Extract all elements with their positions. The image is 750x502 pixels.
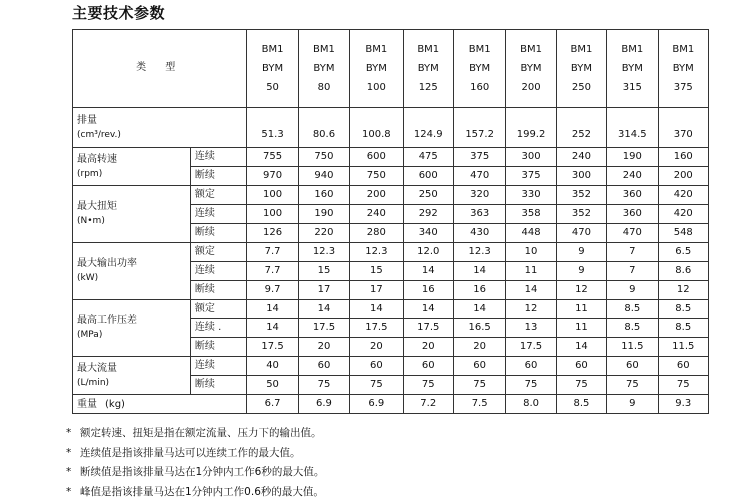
value-cell: 940 [298,167,349,186]
value-cell: 14 [298,300,349,319]
value-cell: 375 [453,148,505,167]
note-text: 峰值是指该排量马达在1分钟内工作0.6秒的最大值。 [80,486,324,498]
sub-label: 断续 [190,376,246,395]
value-cell: 8.5 [607,319,658,338]
model-name-line: BYM [659,59,708,78]
value-cell: 340 [403,224,453,243]
value-cell: 60 [506,357,556,376]
value-cell: 75 [607,376,658,395]
value-cell: 190 [298,205,349,224]
value-cell: 548 [658,224,708,243]
model-header [298,30,349,108]
param-cell [73,357,191,395]
value-cell: 75 [658,376,708,395]
note-text: 额定转速、扭矩是指在额定流量、压力下的输出值。 [80,427,322,439]
value-cell: 300 [556,167,606,186]
value-cell: 360 [607,186,658,205]
value-cell: 8.5 [556,395,606,414]
value-cell: 100 [247,205,298,224]
value-cell: 358 [506,205,556,224]
value-cell: 750 [298,148,349,167]
value-cell: 448 [506,224,556,243]
value-cell: 60 [556,357,606,376]
value-cell: 20 [453,338,505,357]
value-cell: 51.3 [247,108,298,148]
model-name-line: BM1 [557,40,606,59]
value-cell: 6.7 [247,395,298,414]
value-cell: 9.7 [247,281,298,300]
param-unit: (kW) [77,271,190,286]
value-cell: 12 [556,281,606,300]
value-cell: 11 [556,319,606,338]
table-row [73,300,709,319]
page-title: 主要技术参数 [72,2,165,23]
value-cell: 60 [453,357,505,376]
asterisk-icon: * [66,463,80,483]
value-cell: 17.5 [350,319,403,338]
value-cell: 330 [506,186,556,205]
param-name: 重量 [77,399,97,410]
table-row [73,395,709,414]
value-cell: 352 [556,186,606,205]
value-cell: 16.5 [453,319,505,338]
value-cell: 10 [506,243,556,262]
value-cell: 8.6 [658,262,708,281]
value-cell: 360 [607,205,658,224]
value-cell: 6.9 [350,395,403,414]
value-cell: 314.5 [607,108,658,148]
value-cell: 9 [556,262,606,281]
value-cell: 8.5 [658,300,708,319]
value-cell: 12.3 [298,243,349,262]
value-cell: 12 [506,300,556,319]
model-header [658,30,708,108]
note-line [66,483,324,502]
value-cell: 7 [607,262,658,281]
model-name-line: BYM [350,59,402,78]
model-name-line: BYM [607,59,657,78]
value-cell: 20 [350,338,403,357]
value-cell: 126 [247,224,298,243]
value-cell: 363 [453,205,505,224]
value-cell: 8.5 [658,319,708,338]
param-name: 最大流量 [77,361,190,376]
value-cell: 200 [350,186,403,205]
value-cell: 11 [506,262,556,281]
param-name: 最大输出功率 [77,256,190,271]
param-name: 最高转速 [77,152,190,167]
model-name-line: BYM [506,59,555,78]
model-name-line: BM1 [506,40,555,59]
value-cell: 80.6 [298,108,349,148]
value-cell: 100.8 [350,108,403,148]
value-cell: 430 [453,224,505,243]
value-cell: 14 [453,300,505,319]
model-header [506,30,556,108]
param-name: 排量 [77,113,246,128]
value-cell: 14 [247,319,298,338]
value-cell: 60 [350,357,403,376]
value-cell: 240 [607,167,658,186]
param-cell [73,108,247,148]
value-cell: 280 [350,224,403,243]
model-name-line: 125 [404,78,453,97]
value-cell: 14 [350,300,403,319]
value-cell: 100 [247,186,298,205]
value-cell: 75 [298,376,349,395]
model-name-line: BM1 [247,40,297,59]
param-unit: (N•m) [77,214,190,229]
sub-label: 断续 [190,167,246,186]
value-cell: 11 [556,300,606,319]
value-cell: 16 [453,281,505,300]
value-cell: 60 [658,357,708,376]
notes-section [66,424,324,502]
asterisk-icon: * [66,444,80,464]
sub-label: 连续 [190,205,246,224]
model-name-line: 315 [607,78,657,97]
table-row [73,243,709,262]
sub-label: 额定 [190,300,246,319]
value-cell: 240 [556,148,606,167]
model-name-line: BM1 [607,40,657,59]
value-cell: 17.5 [403,319,453,338]
param-unit: (MPa) [77,328,190,343]
param-cell [73,300,191,357]
value-cell: 40 [247,357,298,376]
model-name-line: BYM [454,59,505,78]
value-cell: 375 [506,167,556,186]
value-cell: 220 [298,224,349,243]
value-cell: 240 [350,205,403,224]
value-cell: 12.3 [453,243,505,262]
value-cell: 17.5 [298,319,349,338]
value-cell: 11.5 [607,338,658,357]
model-header [350,30,403,108]
value-cell: 14 [506,281,556,300]
value-cell: 9.3 [658,395,708,414]
value-cell: 370 [658,108,708,148]
param-cell [73,395,247,414]
model-name-line: BYM [247,59,297,78]
value-cell: 7.5 [453,395,505,414]
spec-table [72,29,709,414]
header-row [73,30,709,108]
note-line [66,463,324,483]
value-cell: 60 [298,357,349,376]
value-cell: 600 [350,148,403,167]
value-cell: 420 [658,186,708,205]
value-cell: 300 [506,148,556,167]
value-cell: 352 [556,205,606,224]
sub-label: 连续 [190,357,246,376]
value-cell: 470 [556,224,606,243]
model-name-line: BM1 [454,40,505,59]
value-cell: 12 [658,281,708,300]
model-name-line: 100 [350,78,402,97]
value-cell: 13 [506,319,556,338]
value-cell: 75 [350,376,403,395]
model-name-line: 375 [659,78,708,97]
value-cell: 600 [403,167,453,186]
param-unit: (cm³/rev.) [77,128,246,143]
value-cell: 160 [298,186,349,205]
value-cell: 75 [506,376,556,395]
sub-label: 额定 [190,243,246,262]
value-cell: 11.5 [658,338,708,357]
model-name-line: 200 [506,78,555,97]
value-cell: 60 [607,357,658,376]
value-cell: 124.9 [403,108,453,148]
value-cell: 75 [556,376,606,395]
param-unit: (L/min) [77,376,190,391]
note-line [66,424,324,444]
model-name-line: BM1 [299,40,349,59]
model-name-line: BM1 [659,40,708,59]
note-text: 连续值是指该排量马达可以连续工作的最大值。 [80,447,301,459]
value-cell: 14 [556,338,606,357]
value-cell: 8.5 [607,300,658,319]
value-cell: 17.5 [247,338,298,357]
value-cell: 252 [556,108,606,148]
value-cell: 8.0 [506,395,556,414]
value-cell: 14 [247,300,298,319]
model-name-line: BM1 [404,40,453,59]
model-name-line: BYM [557,59,606,78]
value-cell: 160 [658,148,708,167]
value-cell: 9 [607,395,658,414]
value-cell: 6.5 [658,243,708,262]
param-cell [73,148,191,186]
sub-label: 断续 [190,338,246,357]
model-name-line: BYM [299,59,349,78]
model-header [247,30,298,108]
sub-label: 断续 [190,224,246,243]
value-cell: 470 [607,224,658,243]
param-unit: (kg) [105,399,125,410]
value-cell: 60 [403,357,453,376]
value-cell: 6.9 [298,395,349,414]
model-header [403,30,453,108]
asterisk-icon: * [66,424,80,444]
value-cell: 320 [453,186,505,205]
value-cell: 750 [350,167,403,186]
value-cell: 190 [607,148,658,167]
table-row [73,108,709,148]
value-cell: 75 [403,376,453,395]
asterisk-icon: * [66,483,80,502]
value-cell: 9 [607,281,658,300]
model-name-line: 80 [299,78,349,97]
value-cell: 199.2 [506,108,556,148]
param-cell [73,243,191,300]
model-name-line: 50 [247,78,297,97]
model-header [556,30,606,108]
model-name-line: BYM [404,59,453,78]
value-cell: 250 [403,186,453,205]
param-cell [73,186,191,243]
note-text: 断续值是指该排量马达在1分钟内工作6秒的最大值。 [80,466,324,478]
value-cell: 75 [453,376,505,395]
sub-label: 断续 [190,281,246,300]
type-label: 类 型 [73,30,247,108]
value-cell: 20 [403,338,453,357]
value-cell: 15 [298,262,349,281]
table-row [73,357,709,376]
table-row [73,148,709,167]
value-cell: 17 [350,281,403,300]
model-header [607,30,658,108]
model-header [453,30,505,108]
param-name: 最高工作压差 [77,313,190,328]
value-cell: 20 [298,338,349,357]
model-name-line: BM1 [350,40,402,59]
value-cell: 14 [403,262,453,281]
value-cell: 12.0 [403,243,453,262]
value-cell: 16 [403,281,453,300]
sub-label: 连续 . [190,319,246,338]
value-cell: 14 [403,300,453,319]
table-row [73,186,709,205]
value-cell: 420 [658,205,708,224]
model-name-line: 250 [557,78,606,97]
value-cell: 157.2 [453,108,505,148]
param-name: 最大扭矩 [77,199,190,214]
value-cell: 7.2 [403,395,453,414]
value-cell: 12.3 [350,243,403,262]
value-cell: 200 [658,167,708,186]
value-cell: 7.7 [247,262,298,281]
value-cell: 17.5 [506,338,556,357]
value-cell: 7.7 [247,243,298,262]
value-cell: 7 [607,243,658,262]
sub-label: 额定 [190,186,246,205]
value-cell: 50 [247,376,298,395]
value-cell: 17 [298,281,349,300]
value-cell: 14 [453,262,505,281]
param-unit: (rpm) [77,167,190,182]
model-name-line: 160 [454,78,505,97]
value-cell: 970 [247,167,298,186]
value-cell: 475 [403,148,453,167]
value-cell: 292 [403,205,453,224]
value-cell: 15 [350,262,403,281]
value-cell: 470 [453,167,505,186]
sub-label: 连续 [190,148,246,167]
sub-label: 连续 [190,262,246,281]
note-line [66,444,324,464]
value-cell: 9 [556,243,606,262]
value-cell: 755 [247,148,298,167]
